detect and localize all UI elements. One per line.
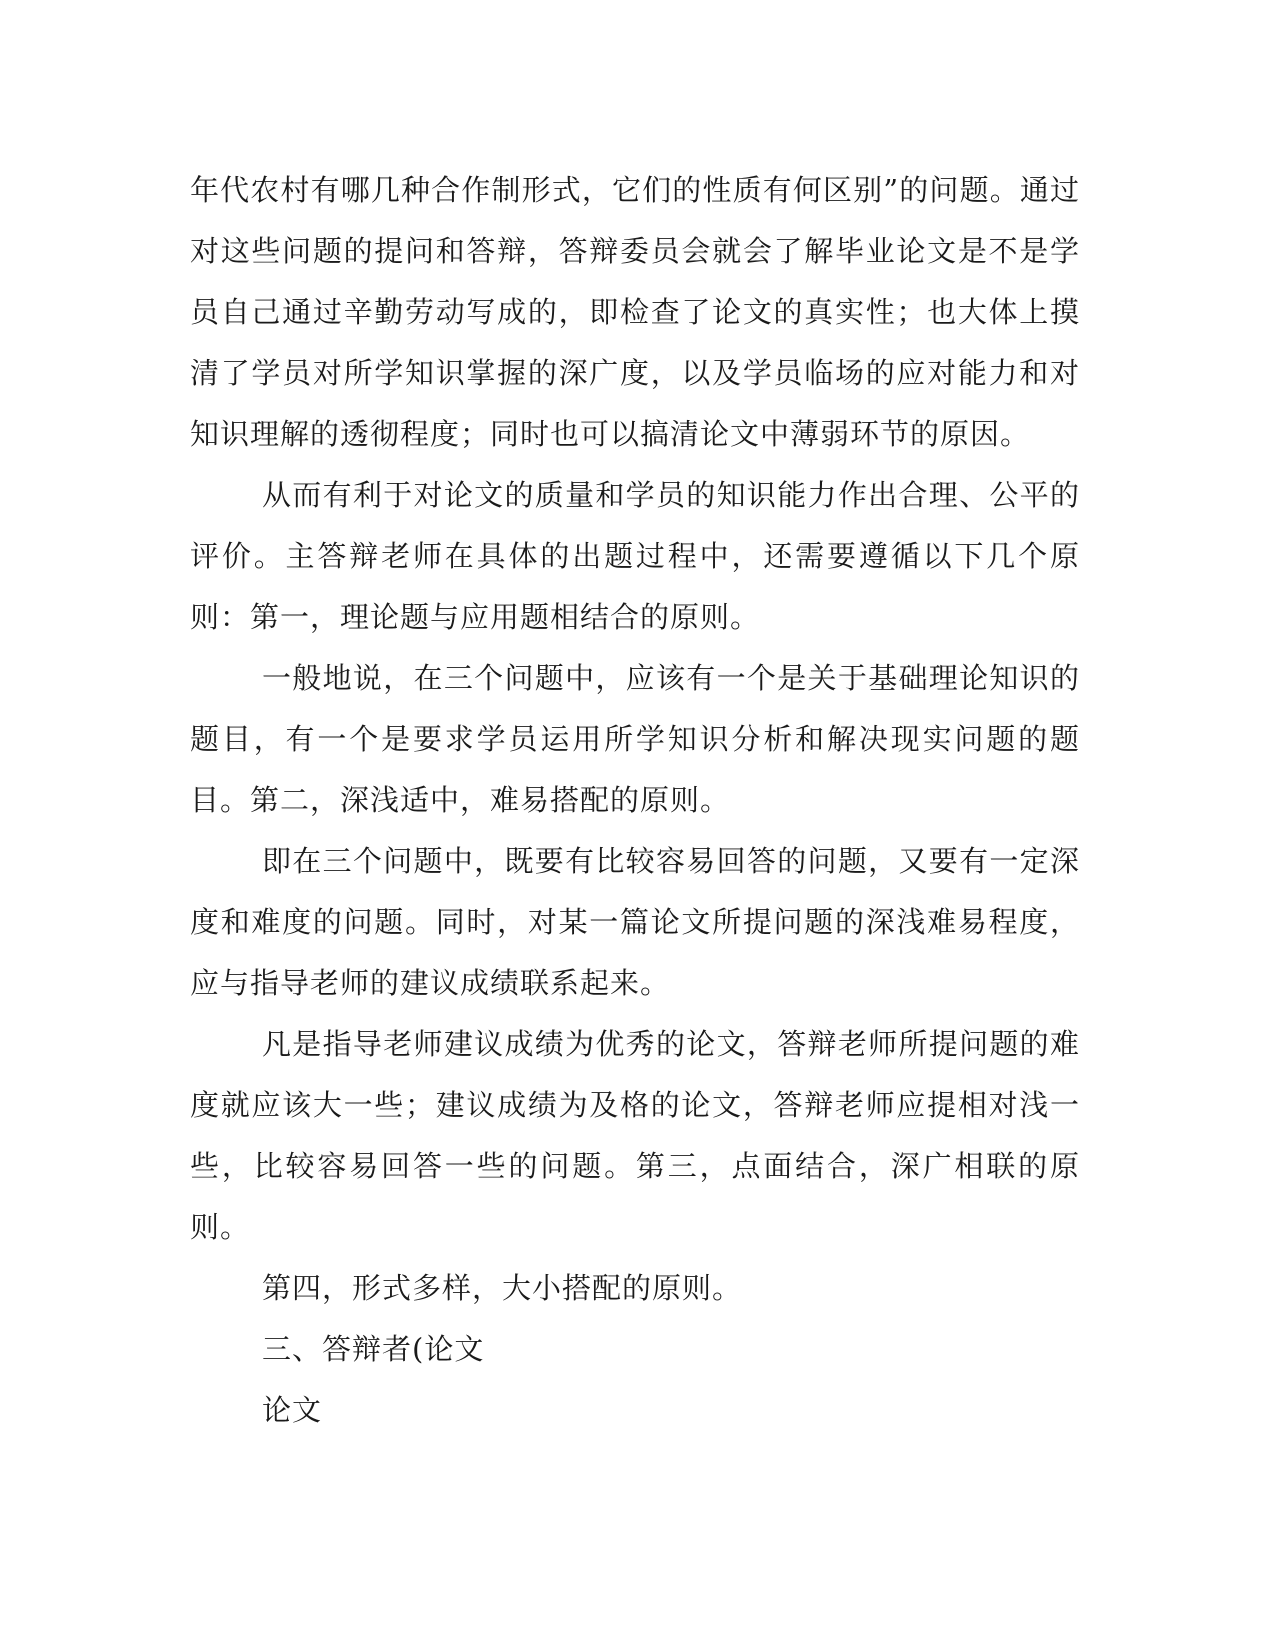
paragraph-three-questions: 一般地说，在三个问题中，应该有一个是关于基础理论知识的题目，有一个是要求学员运用所学知识分析和解决现实问题的题目。第二，深浅适中，难易搭配的原则。 xyxy=(190,661,1080,817)
paragraph-fair-evaluation: 从而有利于对论文的质量和学员的知识能力作出合理、公平的评价。主答辩老师在具体的出题过程中，还需要遵循以下几个原则：第一，理论题与应用题相结合的原则。 xyxy=(190,478,1080,634)
paragraph-thesis: 论文 xyxy=(262,1393,323,1427)
section-heading-respondent: 三、答辩者(论文 xyxy=(262,1332,485,1366)
paragraph-principle-four: 第四，形式多样，大小搭配的原则。 xyxy=(262,1271,743,1305)
paragraph-excellent-thesis: 凡是指导老师建议成绩为优秀的论文，答辩老师所提问题的难度就应该大一些；建议成绩为及格的论文，答辩老师应提相对浅一些，比较容易回答一些的问题。第三，点面结合，深广相联的原则。 xyxy=(190,1027,1080,1244)
document-body xyxy=(190,160,1080,1441)
paragraph-continuation: 年代农村有哪几种合作制形式，它们的性质有何区别”的问题。通过对这些问题的提问和答辩，答辩委员会就会了解毕业论文是不是学员自己通过辛勤劳动写成的，即检查了论文的真实性；也大体上摸清了学员对所学知识掌握的深广度，以及学员临场的应对能力和对知识理解的透彻程度；同时也可以搞清论文中薄弱环节的原因。 xyxy=(190,173,1080,451)
paragraph-difficulty: 即在三个问题中，既要有比较容易回答的问题，又要有一定深度和难度的问题。同时，对某一篇论文所提问题的深浅难易程度，应与指导老师的建议成绩联系起来。 xyxy=(190,844,1080,1000)
